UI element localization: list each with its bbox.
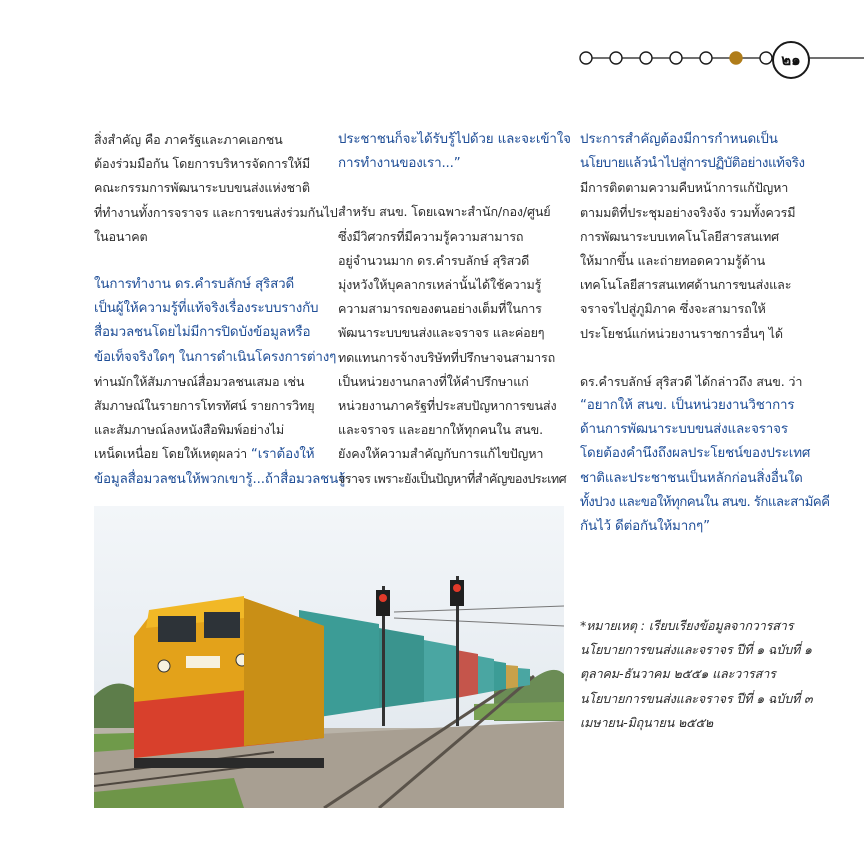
text-line: มุ่งหวังให้บุคลากรเหล่านั้นได้ใช้ความรู้ xyxy=(338,277,542,293)
text-line: จราจรไปสู่ภูมิภาค ซึ่งจะสามารถให้ xyxy=(580,301,766,317)
text-line-mixed xyxy=(94,442,326,467)
text-line: ซึ่งมีวิศวกรที่มีความรู้ความสามารถ xyxy=(338,228,524,244)
text-line: การพัฒนาระบบเทคโนโลยีสารสนเทศ xyxy=(580,228,779,244)
progress-dot xyxy=(580,52,592,64)
text-line: สิ่งสำคัญ คือ ภาครัฐและภาคเอกชน xyxy=(94,132,283,147)
quote-line: ชาติและประชาชนเป็นหลักก่อนสิ่งอื่นใด xyxy=(580,470,803,486)
progress-dot xyxy=(610,52,622,64)
text-line: อยู่จำนวนมาก ดร.คำรบลักษ์ สุริสวดี xyxy=(338,252,530,268)
middle-quote xyxy=(338,128,571,176)
column-middle xyxy=(338,128,571,491)
text-line: ประโยชน์แก่หน่วยงานราชการอื่นๆ ได้ xyxy=(580,325,783,341)
highlight-line: นโยบายแล้วนำไปสู่การปฏิบัติอย่างแท้จริง xyxy=(580,156,805,172)
quote-fragment: “เราต้องให้ xyxy=(250,447,315,463)
progress-dot-active xyxy=(730,52,742,64)
note-line: *หมายเหตุ : เรียบเรียงข้อมูลจากวารสาร xyxy=(580,618,794,633)
progress-dot xyxy=(700,52,712,64)
text-line: ยังคงให้ความสำคัญกับการแก้ไขปัญหา xyxy=(338,446,544,462)
note-line: นโยบายการขนส่งและจราจร ปีที่ ๑ ฉบับที่ ๑ xyxy=(580,642,812,658)
text-line: คณะกรรมการพัฒนาระบบขนส่งแห่งชาติ xyxy=(94,180,310,196)
column-left xyxy=(94,128,346,492)
text-line: ต้องร่วมมือกัน โดยการบริหารจัดการให้มี xyxy=(94,156,311,172)
quote-line: กันไว้ ดีต่อกันให้มากๆ” xyxy=(580,519,710,535)
quote-line: ประชาชนก็จะได้รับรู้ไปด้วย และจะเข้าใจ xyxy=(338,132,571,147)
progress-dot xyxy=(760,52,772,64)
quote-line: การทำงานของเรา...” xyxy=(338,156,461,172)
text-line: และจราจร และอยากให้ทุกคนใน สนข. xyxy=(338,422,543,438)
progress-dots-icon xyxy=(576,38,864,78)
middle-paragraph xyxy=(338,200,564,490)
footnote xyxy=(580,614,813,735)
page-number-ornament xyxy=(576,38,864,78)
page-number: ๒๑ xyxy=(772,41,810,79)
progress-dot xyxy=(640,52,652,64)
highlight-line: ในการทำงาน ดร.คำรบลักษ์ สุริสวดี xyxy=(94,277,295,293)
note-line: เมษายน-มิถุนายน ๒๕๕๒ xyxy=(580,714,714,730)
highlight-line: สื่อมวลชนโดยไม่มีการปิดบังข้อมูลหรือ xyxy=(94,325,311,341)
freight-train-photo xyxy=(94,506,564,808)
text-line: ในอนาคต xyxy=(94,228,148,244)
text-line: สัมภาษณ์ในรายการโทรทัศน์ รายการวิทยุ xyxy=(94,398,315,414)
highlight-line: เป็นผู้ให้ความรู้ที่แท้จริงเรื่องระบบรางกับ xyxy=(94,301,319,317)
text-line: ทดแทนการจ้างบริษัทที่ปรึกษาจนสามารถ xyxy=(338,349,556,365)
text-line: พัฒนาระบบขนส่งและจราจร และค่อยๆ xyxy=(338,325,545,341)
text-line: ที่ทำงานทั้งการจราจร และการขนส่งร่วมกันไป xyxy=(94,204,338,220)
text-line: ดร.คำรบลักษ์ สุริสวดี ได้กล่าวถึง สนข. ว่า xyxy=(580,373,803,389)
progress-dot xyxy=(670,52,682,64)
column-right xyxy=(580,128,830,539)
note-line: นโยบายการขนส่งและจราจร ปีที่ ๑ ฉบับที่ ๓ xyxy=(580,690,813,706)
text-line: มีการติดตามความคืบหน้าการแก้ปัญหา xyxy=(580,180,789,196)
highlight-line: ข้อเท็จจริงใดๆ ในการดำเนินโครงการต่างๆ xyxy=(94,349,337,365)
text-line: ตามมติที่ประชุมอย่างจริงจัง รวมทั้งควรมี xyxy=(580,204,796,220)
quote-line: ทั้งปวง และขอให้ทุกคนใน สนข. รักและสามัคคี xyxy=(580,494,830,510)
text-fragment: เหน็ดเหนื่อย โดยให้เหตุผลว่า xyxy=(94,446,251,462)
text-line: ท่านมักให้สัมภาษณ์สื่อมวลชนเสมอ เช่น xyxy=(94,373,305,389)
text-line: ให้มากขึ้น และถ่ายทอดความรู้ด้าน xyxy=(580,253,766,269)
left-paragraph-1 xyxy=(94,128,338,249)
quote-line: “อยากให้ สนข. เป็นหน่วยงานวิชาการ xyxy=(580,398,795,414)
text-line: สำหรับ สนข. โดยเฉพาะสำนัก/กอง/ศูนย์ xyxy=(338,204,551,220)
quote-line: ด้านการพัฒนาระบบขนส่งและจราจร xyxy=(580,422,788,438)
text-line: หน่วยงานภาครัฐที่ประสบปัญหาการขนส่ง xyxy=(338,398,557,414)
text-line: ความสามารถของตนอย่างเต็มที่ในการ xyxy=(338,301,542,317)
freight-train-icon xyxy=(94,506,564,808)
text-line: จราจร เพราะยังเป็นปัญหาที่สำคัญของประเทศ xyxy=(338,470,566,486)
highlight-line: ประการสำคัญต้องมีการกำหนดเป็น xyxy=(580,132,778,147)
right-paragraph-2 xyxy=(580,370,830,539)
right-paragraph-1 xyxy=(580,128,810,346)
text-line: เทคโนโลยีสารสนเทศด้านการขนส่งและ xyxy=(580,277,792,293)
quote-line: โดยต้องคำนึงถึงผลประโยชน์ของประเทศ xyxy=(580,446,811,462)
quote-line: ข้อมูลสื่อมวลชนให้พวกเขารู้...ถ้าสื่อมวลชนรู้ xyxy=(94,471,346,487)
text-line: และสัมภาษณ์ลงหนังสือพิมพ์อย่างไม่ xyxy=(94,422,285,438)
left-paragraph-2 xyxy=(94,273,346,492)
note-line: ตุลาคม-ธันวาคม ๒๕๕๑ และวารสาร xyxy=(580,666,776,682)
text-line: เป็นหน่วยงานกลางที่ให้คำปรึกษาแก่ xyxy=(338,373,529,389)
